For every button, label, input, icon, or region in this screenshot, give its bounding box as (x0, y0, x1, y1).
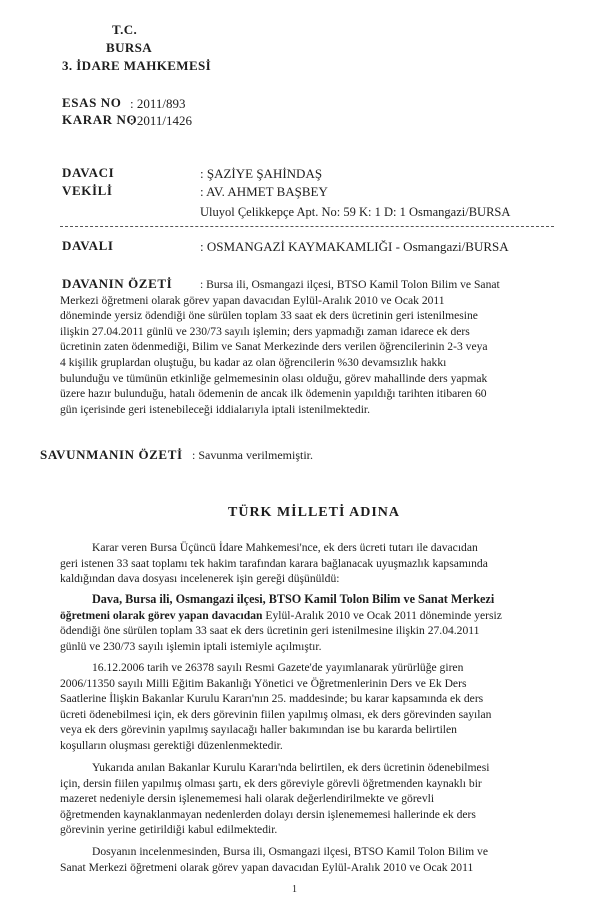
body-line: kaldığından dava dosyası incelenerek işin gereği düşünüldü: (60, 572, 340, 586)
ozet-line: döneminde yersiz ödendiği öne sürülen toplam 33 saat ek ders ücretinin geri istenilmesine (60, 309, 478, 323)
body-line: günlü ve 230/73 sayılı işlemin iptali istemiyle açılmıştır. (60, 639, 322, 653)
ozet-text (60, 277, 558, 417)
body-line: ücreti ödenebilmesi için, ek ders görevinin fiilen yapılmış olması, ek ders görevinden sayılan (60, 707, 492, 721)
savunma-label: SAVUNMANIN ÖZETİ (40, 447, 183, 462)
body-line: geri istenen 33 saat toplamı tek hakim tarafından karara bağlanacak uyuşmazlık kapsamında (60, 556, 488, 570)
ozet-line: gün içerisinde geri istenebileceği iddialarıyla iptali istenilmektedir. (60, 402, 371, 416)
karar-value: : 2011/1426 (130, 113, 192, 128)
body-line: için, dersin fiilen yapılmış olması şartı, ek ders göreviyle görevli öğretmenden kaynaklı bir (60, 776, 482, 790)
body-line: Yukarıda anılan Bakanlar Kurulu Kararı'nda belirtilen, ek ders ücretinin ödenebilmesi (92, 761, 490, 774)
body-line: öğretmenden kaynaklanmayan nedenlerden dolayı dersin işlenememesi hallerinde ek ders (60, 807, 476, 821)
body-line-rest: Eylül-Aralık 2010 ve Ocak 2011 döneminde yersiz (262, 608, 502, 622)
davaci-label: DAVACI (62, 165, 115, 180)
vekili-address: Uluyol Çelikkepçe Apt. No: 59 K: 1 D: 1 Osmangazi/BURSA (200, 205, 511, 219)
body-line: görevinin yerine getirildiği kabul edilmektedir. (60, 823, 278, 837)
ozet-line: 4 kişilik gruplardan oluştuğu, bu kadar az olan öğrencilerin %30 devamsızlık hakkı (60, 355, 447, 369)
ozet-label: DAVANIN ÖZETİ (62, 276, 173, 291)
vekili-value: : AV. AHMET BAŞBEY (200, 184, 328, 199)
header-tc: T.C. (112, 22, 138, 37)
body-line: ödendiği öne sürülen toplam 33 saat ek ders ücretinin geri istenilmesine ilişkin 27.04.2011 (60, 624, 480, 638)
davali-label: DAVALI (62, 238, 114, 253)
ozet-line: : Bursa ili, Osmangazi ilçesi, BTSO Kamil Tolon Bilim ve Sanat (200, 278, 500, 291)
divider-line (60, 226, 554, 227)
davali-value: : OSMANGAZİ KAYMAKAMLIĞI - Osmangazi/BURSA (200, 239, 509, 254)
page-number: 1 (292, 884, 297, 895)
body-line: koşulların oluşması gerektiği düzenlenmektedir. (60, 738, 283, 752)
body-line: Karar veren Bursa Üçüncü İdare Mahkemesi'nce, ek ders ücreti tutarı ile davacıdan (92, 541, 478, 554)
body-paragraph-2 (60, 592, 558, 654)
vekili-label: VEKİLİ (62, 183, 113, 198)
decision-title: TÜRK MİLLETİ ADINA (228, 505, 401, 520)
ozet-line: bulunduğu ve tümünün etkinliğe gelmemesinin olası olduğu, görev mahallinde ders yapmak (60, 371, 488, 385)
esas-value: : 2011/893 (130, 96, 186, 111)
body-line: Dosyanın incelenmesinden, Bursa ili, Osmangazi ilçesi, BTSO Kamil Tolon Bilim ve (92, 845, 489, 858)
esas-label: ESAS NO (62, 95, 122, 110)
body-line: Saatlerine İlişkin Bakanlar Kurulu Kararı'nın 25. maddesinde; bu karar kapsamında ek ders (60, 692, 484, 706)
body-line: mazeret nedeniyle dersin işlenememesi hali olarak değerlendirilmekte ve görevli (60, 792, 435, 806)
karar-label: KARAR NO (62, 112, 138, 127)
header-court: 3. İDARE MAHKEMESİ (62, 58, 212, 73)
davaci-value: : ŞAZİYE ŞAHİNDAŞ (200, 166, 323, 181)
body-paragraph-5 (60, 844, 558, 875)
body-paragraph-4 (60, 760, 558, 838)
body-line: 16.12.2006 tarih ve 26378 sayılı Resmi Gazete'de yayımlanarak yürürlüğe giren (92, 661, 464, 674)
body-line-bold: Dava, Bursa ili, Osmangazi ilçesi, BTSO Kamil Tolon Bilim ve Sanat Merkezi (92, 592, 495, 606)
ozet-line: üzere hazır bulunduğu, hatalı ödemenin de ancak ilk ödemenin yapıldığı tarihten itibaren 60 (60, 387, 487, 401)
body-paragraph-1 (60, 540, 558, 587)
body-line: Sanat Merkezi öğretmeni olarak görev yapan davacıdan Eylül-Aralık 2010 ve Ocak 2011 (60, 860, 474, 874)
ozet-line: ücretinin zaten ödenmediği, Bilim ve Sanat Merkezinde ders verilen öğrencilerinin 2-3 veya (60, 340, 488, 354)
header-city: BURSA (106, 40, 153, 55)
savunma-value: : Savunma verilmemiştir. (192, 448, 313, 462)
body-line: 2006/11350 sayılı Milli Eğitim Bakanlığı Yönetici ve Öğretmenlerinin Ders ve Ek Ders (60, 676, 467, 690)
body-paragraph-3 (60, 660, 558, 754)
ozet-line: ilişkin 27.04.2011 günlü ve 230/73 sayılı işlemin; ders yapmadığı zaman idarece ek ders (60, 324, 470, 338)
ozet-line: Merkezi öğretmeni olarak görev yapan davacıdan Eylül-Aralık 2010 ve Ocak 2011 (60, 293, 445, 307)
body-line-bold: öğretmeni olarak görev yapan davacıdan (60, 608, 263, 622)
body-line: veya ek ders görevinin yapılmış sayılacağı haller bakımından ise bu kararda belirtilen (60, 723, 457, 737)
